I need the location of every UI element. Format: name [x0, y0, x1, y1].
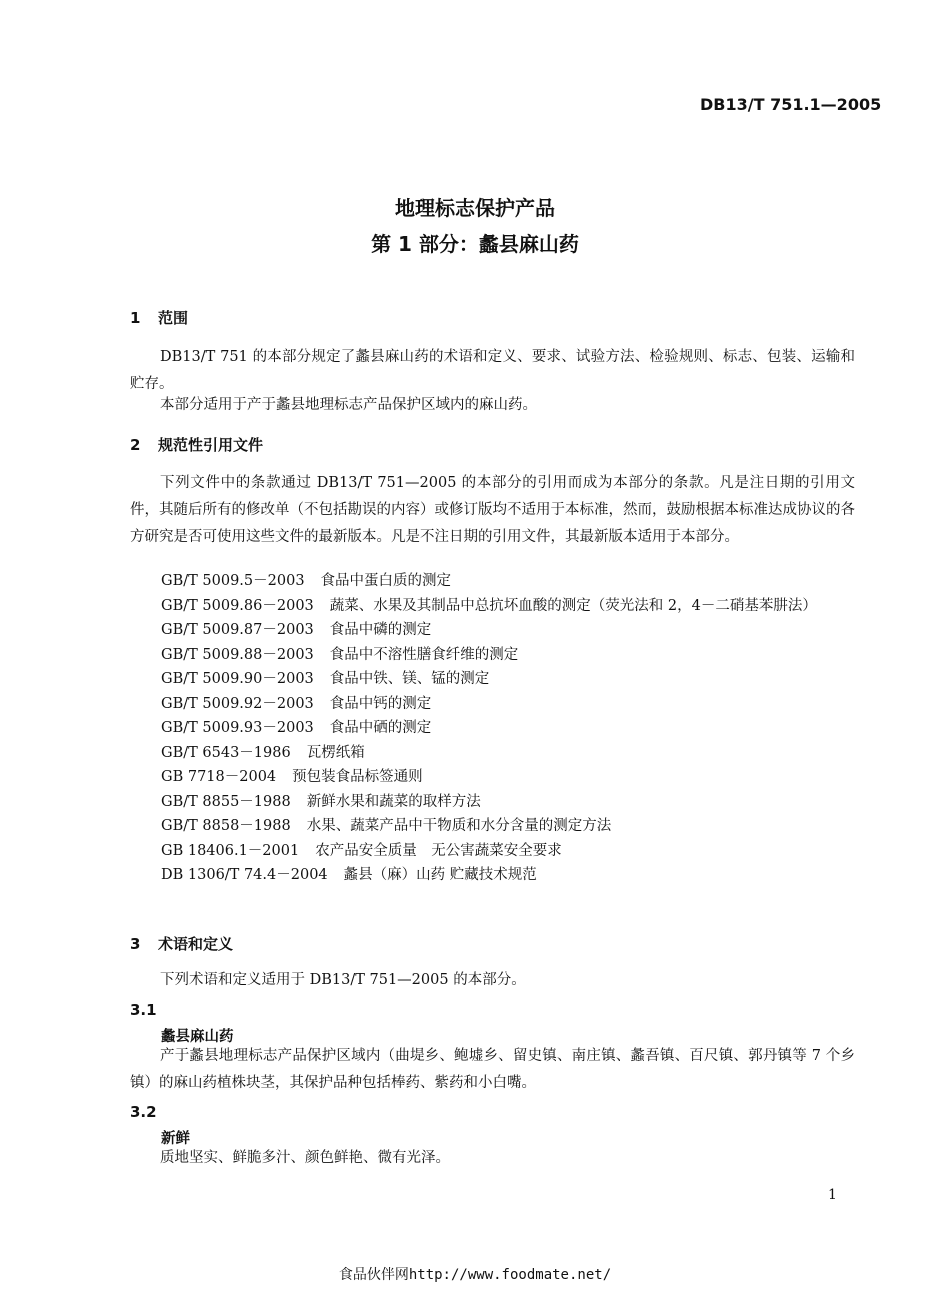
reference-code: GB/T 6543－1986	[161, 744, 291, 761]
reference-title: 预包装食品标签通则	[292, 769, 423, 785]
reference-code: GB/T 8858－1988	[161, 818, 291, 834]
reference-title: 瓦楞纸箱	[306, 744, 365, 761]
reference-title: 农产品安全质量 无公害蔬菜安全要求	[315, 842, 562, 859]
section-1-paragraph-2: 本部分适用于产于蠡县地理标志产品保护区域内的麻山药。	[160, 397, 537, 413]
reference-title: 食品中蛋白质的测定	[320, 573, 452, 589]
term-3-1-name: 蠡县麻山药	[161, 1029, 234, 1045]
reference-code: GB/T 5009.86－2003	[161, 597, 314, 614]
reference-code: GB/T 5009.90－2003	[161, 671, 314, 687]
reference-title: 食品中不溶性膳食纤维的测定	[329, 646, 519, 663]
section-title: 规范性引用文件	[158, 436, 264, 454]
reference-item	[130, 716, 855, 741]
document-number: DB13/T 751.1—2005	[700, 95, 882, 114]
reference-code: GB 7718－2004	[161, 769, 277, 785]
reference-code: GB/T 5009.5－2003	[161, 573, 305, 589]
section-title: 范围	[158, 309, 189, 327]
reference-title: 水果、蔬菜产品中干物质和水分含量的测定方法	[306, 818, 612, 834]
reference-item	[130, 643, 855, 668]
reference-title: 食品中铁、镁、锰的测定	[329, 671, 490, 687]
reference-item	[130, 765, 855, 790]
reference-title: 新鲜水果和蔬菜的取样方法	[306, 793, 481, 810]
reference-title: 食品中钙的测定	[329, 695, 432, 712]
section-1-paragraph-1: DB13/T 751 的本部分规定了蠡县麻山药的术语和定义、要求、试验方法、检验规则、标志、包装、运输和贮存。	[130, 349, 855, 392]
term-3-1-definition: 产于蠡县地理标志产品保护区域内（曲堤乡、鲍墟乡、留史镇、南庄镇、蠡吾镇、百尺镇、郭丹镇等 7 个乡镇）的麻山药植株块茎，其保护品种包括棒药、紫药和小白嘴。	[130, 1048, 855, 1091]
section-1-heading	[130, 307, 188, 328]
reference-title: 蔬菜、水果及其制品中总抗坏血酸的测定（荧光法和 2，4－二硝基苯肼法）	[329, 597, 817, 614]
section-3-intro: 下列术语和定义适用于 DB13/T 751—2005 的本部分。	[160, 972, 526, 988]
section-title: 术语和定义	[158, 935, 234, 953]
reference-item	[130, 814, 855, 839]
reference-item	[130, 741, 855, 766]
reference-item	[130, 569, 855, 594]
reference-code: GB/T 5009.87－2003	[161, 622, 314, 638]
reference-title: 食品中硒的测定	[329, 720, 432, 736]
reference-code: DB 1306/T 74.4－2004	[161, 867, 328, 883]
footer-watermark: 食品伙伴网http://www.foodmate.net/	[338, 1267, 612, 1283]
reference-item	[130, 618, 855, 643]
reference-item	[130, 790, 855, 815]
reference-code: GB/T 8855－1988	[161, 793, 291, 810]
reference-item	[130, 594, 855, 619]
section-number: 1	[130, 309, 141, 327]
term-3-2-number: 3.2	[130, 1103, 157, 1121]
reference-list	[130, 569, 855, 888]
reference-title: 食品中磷的测定	[329, 622, 432, 638]
section-number: 3	[130, 935, 141, 953]
section-number: 2	[130, 436, 141, 454]
reference-item	[130, 692, 855, 717]
section-3-heading	[130, 933, 233, 954]
section-2-intro: 下列文件中的条款通过 DB13/T 751—2005 的本部分的引用而成为本部分的条款。凡是注日期的引用文件，其随后所有的修改单（不包括勘误的内容）或修订版均不适用于本标准，然而，鼓励根据本标准达成协议的各方研究是否可使用这些文件的最新版本。凡是不注日期的引用文件，其最新版本适用于本部分。	[130, 475, 855, 545]
reference-code: GB 18406.1－2001	[161, 842, 300, 859]
reference-code: GB/T 5009.88－2003	[161, 646, 314, 663]
title-line-2: 第 1 部分：蠡县麻山药	[371, 232, 579, 256]
page-number: 1	[828, 1187, 837, 1203]
section-2-heading	[130, 434, 263, 455]
reference-item	[130, 863, 855, 888]
title-line-1: 地理标志保护产品	[395, 196, 555, 220]
reference-title: 蠡县（麻）山药 贮藏技术规范	[343, 867, 537, 883]
term-3-2-definition: 质地坚实、鲜脆多汁、颜色鲜艳、微有光泽。	[160, 1150, 450, 1166]
term-3-1-number: 3.1	[130, 1001, 157, 1019]
reference-item	[130, 839, 855, 864]
reference-item	[130, 667, 855, 692]
reference-code: GB/T 5009.93－2003	[161, 720, 314, 736]
term-3-2-name: 新鲜	[161, 1131, 190, 1147]
reference-code: GB/T 5009.92－2003	[161, 695, 314, 712]
